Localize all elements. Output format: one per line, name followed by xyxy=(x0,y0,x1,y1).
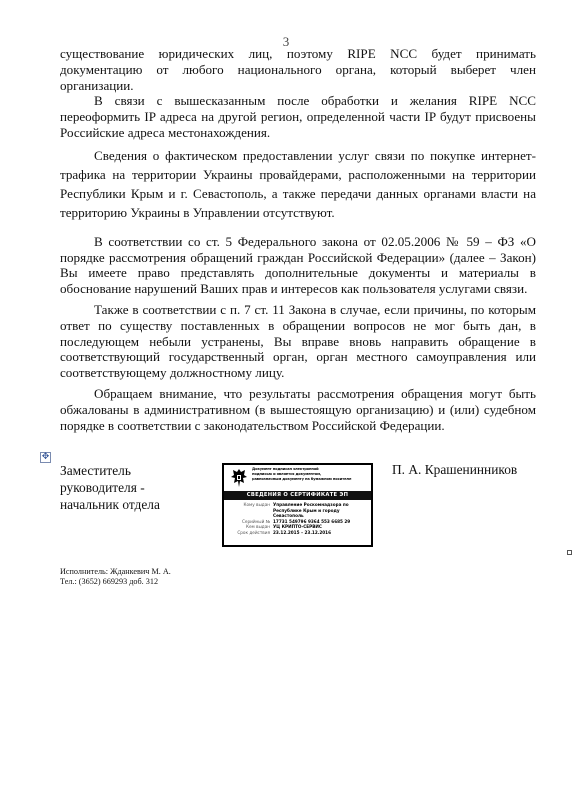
certificate-key: Серийный № xyxy=(241,518,270,524)
paragraph-4: В соответствии со ст. 5 Федерального закона от 02.05.2006 № 59 – ФЗ «О порядке рассмотрения обращений граждан Российской Федерации» (далее – Закон) Вы имеете право представлять дополнительные документы и материалы в обоснование нарушений Ваших прав и интересов как пользователя услугами связи. xyxy=(60,233,536,297)
certificate-details xyxy=(226,502,369,536)
signer-position-line: руководителя - xyxy=(60,480,145,495)
signer-position xyxy=(60,462,190,513)
table-move-handle-icon[interactable]: ✥ xyxy=(41,452,50,462)
signer-name: П. А. Крашенинников xyxy=(392,462,518,477)
stamp-note-line: Документ подписан электронной xyxy=(252,467,319,471)
resize-handle-icon[interactable] xyxy=(567,550,572,555)
paragraph-3: Сведения о фактическом предоставлении услуг связи по покупке интернет-трафика на территории Украины провайдерами, расположенными на территории Республики Крым и г. Севастополь, а также передачи данных органами власти на территорию Украины в Управлении отсутствуют. xyxy=(60,147,536,220)
signer-position-line: начальник отдела xyxy=(60,497,160,512)
certificate-value: 23.12.2015 – 23.12.2016 xyxy=(273,529,331,535)
footer-executor-info xyxy=(60,567,171,587)
signer-position-line: Заместитель xyxy=(60,463,131,478)
stamp-note-line: подписью и является документом, xyxy=(252,472,322,477)
certificate-key: Кем выдан xyxy=(245,524,270,530)
executor-phone: Тел.: (3652) 669293 доб. 312 xyxy=(60,577,159,586)
certificate-value: УЦ КРИПТО-СЕРВИС xyxy=(273,524,322,530)
paragraph-2: В связи с вышесказанным после обработки и желания RIPE NCC переоформить IP адреса на другой регион, определенной части IP будут присвоены Российские адреса местонахождения. xyxy=(60,93,536,140)
certificate-row xyxy=(226,502,369,519)
electronic-signature-stamp xyxy=(222,463,373,547)
executor-name: Исполнитель: Жданкевич М. А. xyxy=(60,567,171,576)
stamp-note xyxy=(252,467,370,483)
certificate-row xyxy=(226,530,369,536)
certificate-value: 17731 549796 9364 553 6685 29 xyxy=(273,518,351,524)
certificate-value: Управление Роскомнадзора по Республике Крым и городу Севастополь xyxy=(273,502,349,519)
paragraph-1: существование юридических лиц, поэтому RIPE NCC будет принимать документацию от любого национального органа, который выберет член организации. xyxy=(60,46,536,93)
paragraph-6: Обращаем внимание, что результаты рассмотрения обращения могут быть обжалованы в административном (в вышестоящую организацию) и (или) судебном порядке в соответствии с законодательством Российской Федерации. xyxy=(60,385,536,433)
stamp-note-line: равнозначным документу на бумажном носителе xyxy=(252,477,352,482)
certificate-key: Кому выдан xyxy=(243,502,270,507)
certificate-key: Срок действия xyxy=(237,529,270,535)
paragraph-5: Также в соответствии с п. 7 ст. 11 Закона в случае, если причины, по которым ответ по существу поставленных в обращении вопросов не мог быть дан, в последующем небыли устранены, Вы вправе вновь направить обращение в соответствующий государственный орган, орган местного самоуправления или соответствующему должностному лицу. xyxy=(60,301,536,381)
page-number: 3 xyxy=(282,34,290,49)
coat-of-arms-icon xyxy=(230,468,248,488)
certificate-header: СВЕДЕНИЯ О СЕРТИФИКАТЕ ЭП xyxy=(224,491,371,500)
letter-body xyxy=(60,46,536,433)
